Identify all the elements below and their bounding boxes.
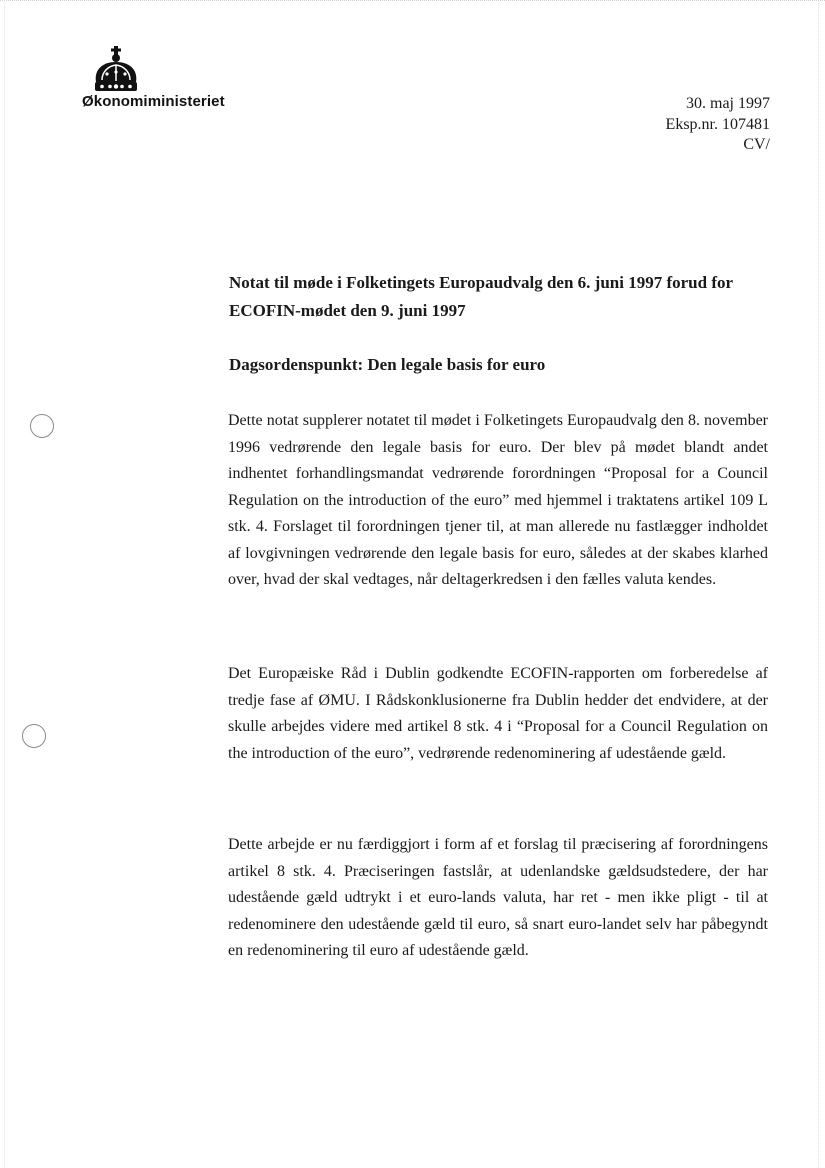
paragraph: Dette arbejde er nu færdiggjort i form af et forslag til præcisering af forordningens artikel 8 stk. 4. Præciseringen fastslår, at udenlandske gældsudstedere, der har udestående gæld udtrykt i et euro-lands valuta, har ret - men ikke pligt - til at redenominere den udestående gæld til euro, så snart euro-landet selv har påbegyndt en redenominering til euro af udestående gæld. bbox=[228, 836, 768, 959]
document-title: Notat til møde i Folketingets Europaudvalg den 6. juni 1997 forud for ECOFIN-mødet den 9. juni 1997 bbox=[229, 273, 733, 320]
reference-number: Eksp.nr. 107481 bbox=[665, 115, 770, 133]
ministry-name: Økonomiministeriet bbox=[82, 93, 225, 110]
scan-edge-right bbox=[817, 0, 819, 1168]
document-date: 30. maj 1997 bbox=[686, 95, 770, 112]
crown-crest-icon bbox=[88, 44, 144, 94]
author-initials: CV/ bbox=[743, 136, 770, 153]
agenda-heading: Dagsordenspunkt: Den legale basis for euro bbox=[229, 355, 546, 374]
document-meta bbox=[666, 94, 770, 156]
punch-hole bbox=[22, 724, 46, 748]
punch-hole bbox=[30, 414, 54, 438]
scan-edge-left bbox=[4, 0, 6, 1168]
paragraph: Dette notat supplerer notatet til mødet i Folketingets Europaudvalg den 8. november 1996 vedrørende den legale basis for euro. Der blev på mødet blandt andet indhentet forhandlingsmandat vedrørende forordningen “Proposal for a Council Regulation on the introduction of the euro” med hjemmel i traktatens artikel 109 L stk. 4. Forslaget til forordningen tjener til, at man allerede nu fastlægger indholdet af lovgivningen vedrørende den legale basis for euro, således at der skabes klarhed over, hvad der skal vedtages, når deltagerkredsen i den fælles valuta kendes. bbox=[228, 412, 768, 588]
paragraph: Det Europæiske Råd i Dublin godkendte ECOFIN-rapporten om forberedelse af tredje fase af ØMU. I Rådskonklusionerne fra Dublin hedder det endvidere, at der skulle arbejdes videre med artikel 8 stk. 4 i “Proposal for a Council Regulation on the introduction of the euro”, vedrørende redenominering af udestående gæld. bbox=[228, 665, 768, 762]
scan-edge-top bbox=[0, 0, 825, 5]
